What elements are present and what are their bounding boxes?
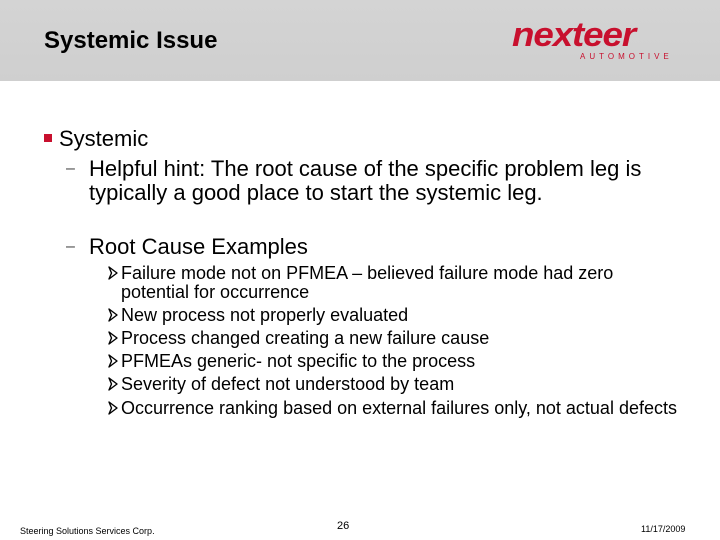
- arrow-bullet-icon: [108, 266, 118, 280]
- footer-company: Steering Solutions Services Corp.: [20, 526, 155, 536]
- arrow-bullet-icon: [108, 377, 118, 391]
- slide-title: Systemic Issue: [44, 27, 218, 54]
- page-number: 26: [337, 520, 350, 532]
- bullet-text: Systemic: [59, 126, 149, 151]
- arrow-bullet-icon: [108, 401, 118, 415]
- bullet-text: Helpful hint: The root cause of the specific problem leg is typically a good place to start the systemic leg.: [89, 156, 642, 205]
- arrow-bullet-icon: [108, 331, 118, 345]
- arrow-bullet-icon: [108, 354, 118, 368]
- footer-date: 11/17/2009: [641, 524, 686, 534]
- example-text: Process changed creating a new failure cause: [121, 328, 490, 348]
- bullet-text: Root Cause Examples: [89, 234, 308, 259]
- example-text: PFMEAs generic- not specific to the process: [121, 351, 476, 371]
- logo-tagline: AUTOMOTIVE: [580, 52, 673, 61]
- example-text: New process not properly evaluated: [121, 305, 409, 325]
- example-text: Severity of defect not understood by team: [121, 374, 455, 394]
- logo-wordmark: nexteer: [512, 16, 636, 54]
- dash-bullet-icon: –: [66, 160, 75, 177]
- example-text: Occurrence ranking based on external failures only, not actual defects: [121, 398, 677, 418]
- arrow-bullet-icon: [108, 308, 118, 322]
- dash-bullet-icon: –: [66, 238, 75, 255]
- example-text: Failure mode not on PFMEA – believed failure mode had zero potential for occurrence: [121, 263, 614, 302]
- square-bullet-icon: [44, 134, 52, 142]
